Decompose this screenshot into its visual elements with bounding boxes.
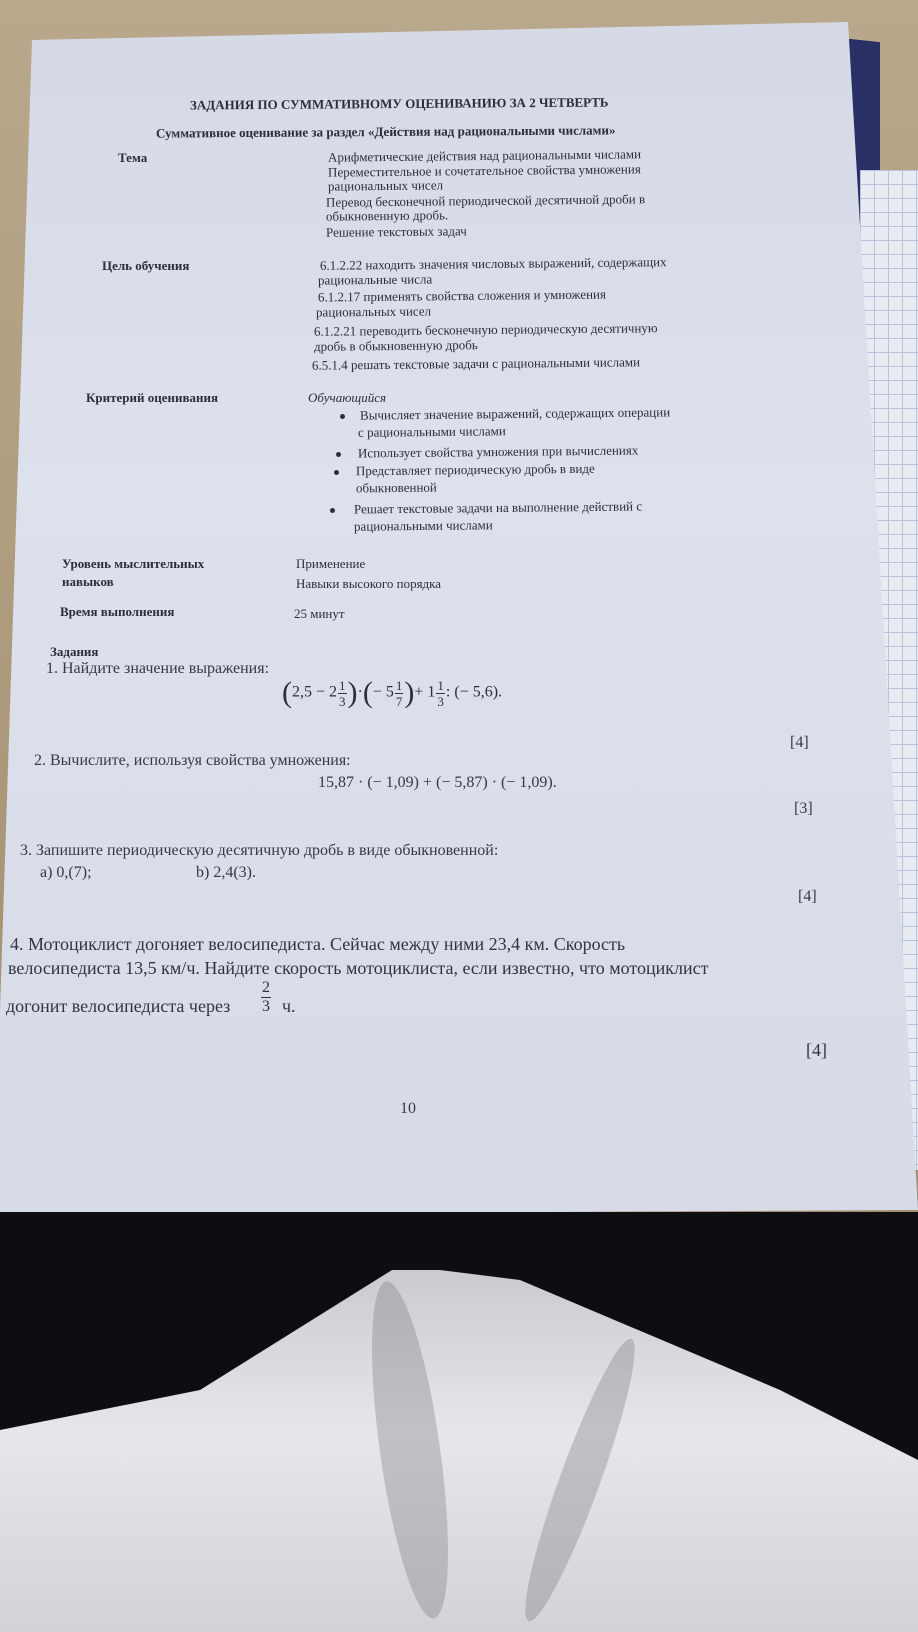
goal-line: рациональных чисел — [315, 303, 432, 320]
topic-line: Решение текстовых задач — [325, 223, 467, 240]
fraction — [395, 679, 404, 708]
goal-line: 6.1.2.22 находить значения числовых выражений, содержащих — [319, 254, 667, 273]
topic-line: обыкновенную дробь. — [325, 207, 449, 224]
bullet — [340, 414, 345, 419]
criteria-item: рациональными числами — [353, 517, 493, 534]
fraction-denominator: 3 — [262, 998, 270, 1015]
bullet — [334, 470, 339, 475]
skills-value: Навыки высокого порядка — [296, 576, 442, 591]
task-4-line: велосипедиста 13,5 км/ч. Найдите скорость мотоциклиста, если известно, что мотоциклист — [8, 958, 709, 978]
criteria-item: Решает текстовые задачи на выполнение действий с — [353, 498, 643, 517]
fraction-numerator: 1 — [339, 677, 346, 693]
expr-part: : (− 5,6). — [445, 683, 503, 701]
task-2-expression: 15,87 · (− 1,09) + (− 5,87) · (− 1,09). — [318, 774, 557, 791]
task-3-score: [4] — [798, 888, 817, 905]
time-label: Время выполнения — [60, 604, 175, 619]
goal-line: дробь в обыкновенную дробь — [313, 337, 478, 354]
goal-line: 6.1.2.21 переводить бесконечную периодическую десятичную — [313, 320, 658, 339]
goal-line: 6.5.1.4 решать текстовые задачи с рациональными числами — [311, 354, 641, 373]
task-3-text: 3. Запишите периодическую десятичную дробь в виде обыкновенной: — [20, 842, 499, 859]
skills-value: Применение — [296, 556, 366, 571]
time-value: 25 минут — [294, 606, 345, 621]
paren-open: ( — [362, 676, 373, 709]
topic-line: рациональных чисел — [327, 177, 444, 194]
task-4-fraction — [260, 980, 272, 1015]
fraction-numerator: 1 — [437, 677, 444, 693]
bullet — [336, 452, 341, 457]
fraction — [436, 679, 445, 708]
task-4-line: 4. Мотоциклист догоняет велосипедиста. Сейчас между ними 23,4 км. Скорость — [10, 934, 626, 954]
fraction-denominator: 7 — [395, 693, 403, 709]
paren-close: ) — [404, 676, 415, 709]
skills-label: навыков — [62, 574, 114, 589]
task-4-unit: ч. — [282, 996, 296, 1016]
task-1-text: 1. Найдите значение выражения: — [46, 660, 270, 677]
expr-part: + 1 — [414, 683, 436, 701]
criteria-item: Представляет периодическую дробь в виде — [355, 460, 595, 479]
fraction-denominator: 3 — [437, 693, 444, 709]
document-title: ЗАДАНИЯ ПО СУММАТИВНОМУ ОЦЕНИВАНИЮ ЗА 2 ЧЕТВЕРТЬ — [189, 94, 609, 113]
criteria-item: с рациональными числами — [357, 423, 506, 440]
task-4-line: догонит велосипедиста через — [6, 996, 231, 1016]
tasks-heading: Задания — [50, 644, 99, 659]
criteria-item: Использует свойства умножения при вычислениях — [357, 442, 639, 461]
topic-label: Тема — [118, 150, 148, 165]
fraction-denominator: 3 — [339, 693, 346, 709]
topic-line: Перевод бесконечной периодической десятичной дроби в — [325, 191, 646, 210]
paren-close: ) — [347, 676, 358, 709]
task-2-text: 2. Вычислите, используя свойства умножения: — [34, 752, 351, 769]
goal-line: 6.1.2.17 применять свойства сложения и умножения — [317, 286, 607, 305]
fraction — [261, 980, 271, 1015]
goal-line: рациональные числа — [317, 271, 433, 288]
task-1-expression — [282, 678, 502, 708]
fraction — [338, 679, 347, 708]
criteria-intro: Обучающийся — [308, 390, 387, 405]
criteria-item: обыкновенной — [355, 479, 437, 496]
expr-operator: · — [357, 683, 363, 701]
task-3-b: b) 2,4(3). — [196, 864, 256, 881]
task-2-score: [3] — [794, 800, 813, 817]
bullet — [330, 508, 335, 513]
fraction-numerator: 1 — [395, 677, 403, 693]
topic-line: Арифметические действия над рациональными числами — [327, 146, 642, 165]
skills-label: Уровень мыслительных — [62, 556, 205, 571]
paren-open: ( — [282, 676, 292, 709]
task-4-score: [4] — [806, 1040, 827, 1060]
fraction-numerator: 2 — [262, 979, 270, 996]
topic-line: Переместительное и сочетательное свойства умножения — [327, 161, 641, 180]
criteria-label: Критерий оценивания — [86, 390, 219, 405]
expr-part: 2,5 − 2 — [292, 683, 338, 701]
page-number: 10 — [400, 1100, 416, 1117]
document-subtitle: Суммативное оценивание за раздел «Действия над рациональными числами» — [155, 122, 616, 141]
goal-label: Цель обучения — [102, 258, 190, 273]
task-1-score: [4] — [790, 734, 809, 751]
criteria-item: Вычисляет значение выражений, содержащих операции — [359, 404, 671, 423]
task-3-a: а) 0,(7); — [40, 864, 92, 881]
expr-part: − 5 — [372, 683, 394, 701]
